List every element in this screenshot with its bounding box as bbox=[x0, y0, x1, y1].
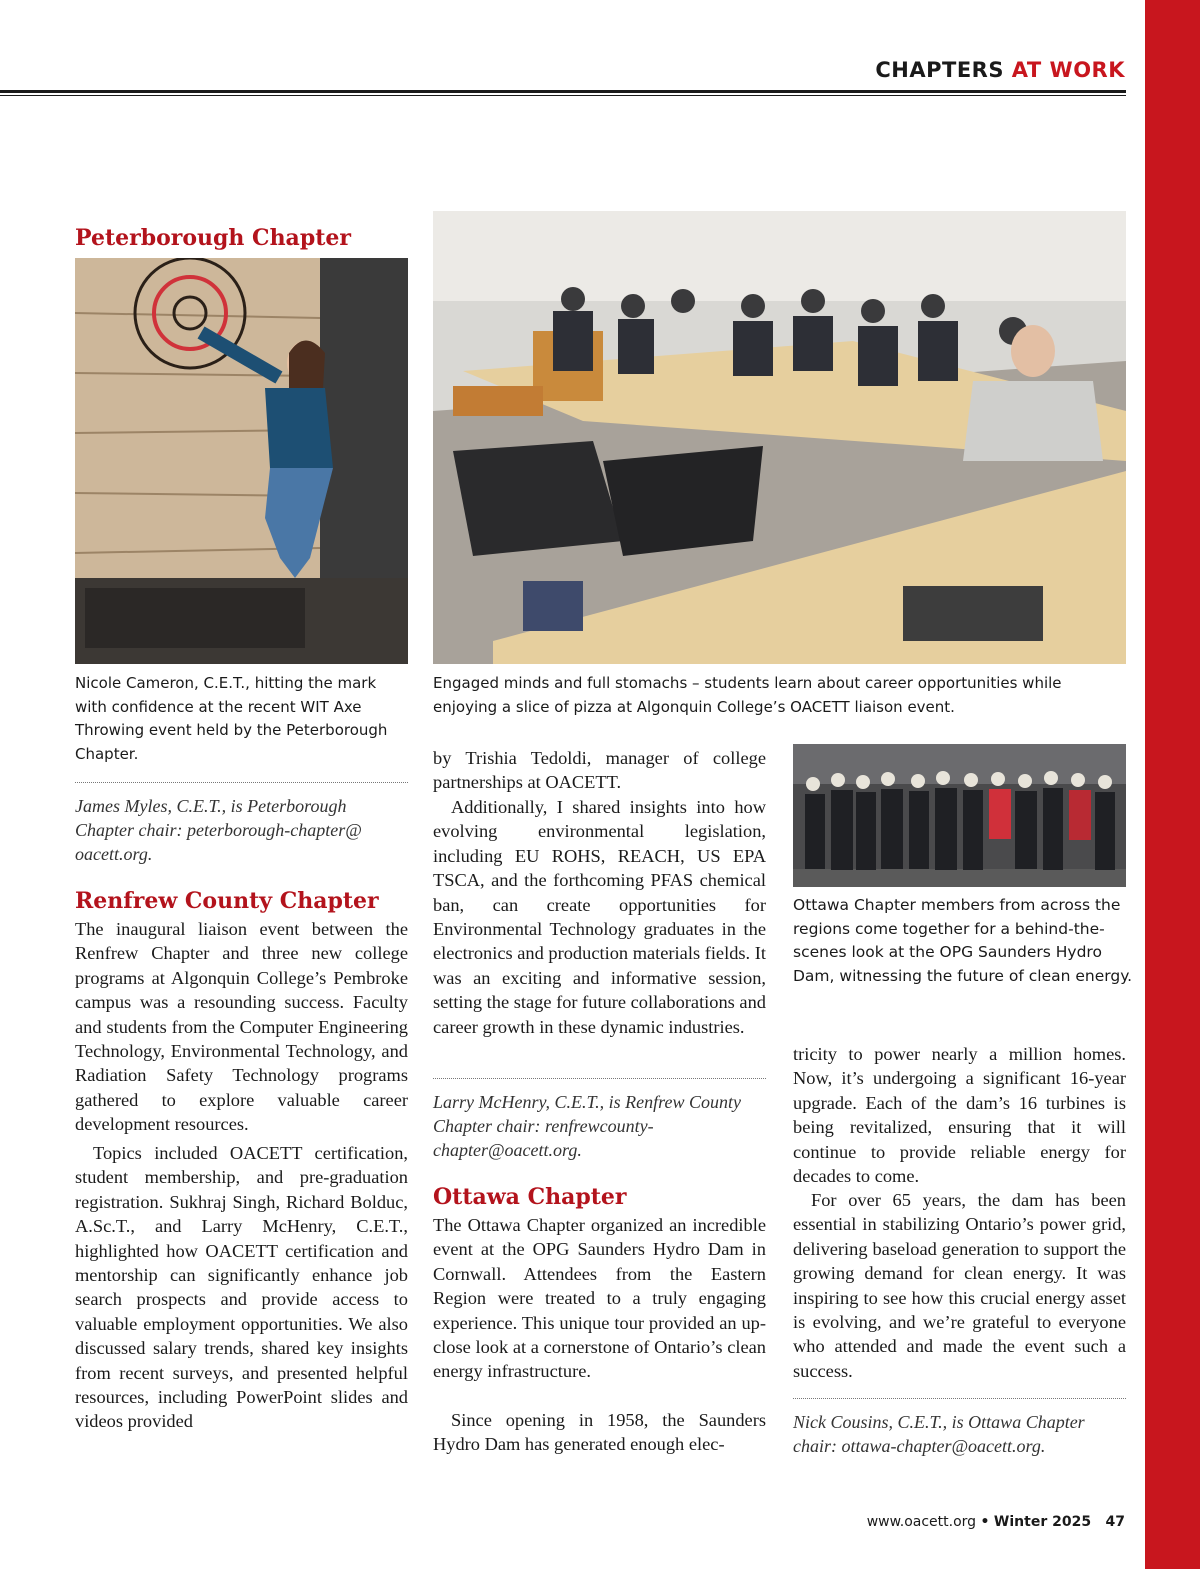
peterborough-photo-caption: Nicole Cameron, C.E.T., hitting the mark with confidence at the recent WIT Axe Throwing event held by the Peterborough Chapter. bbox=[75, 674, 388, 763]
header-section: CHAPTERS bbox=[875, 58, 1004, 82]
classroom-photo bbox=[433, 211, 1126, 664]
page-footer bbox=[867, 1514, 1125, 1530]
footer-url: www.oacett.org bbox=[866, 1514, 977, 1530]
axe-throwing-photo bbox=[75, 258, 408, 664]
renfrew-paragraph-1: The inaugural liaison event between the Renfrew Chapter and three new college programs at Algonquin College’s Pembroke campus was a resounding success. Faculty and students from the Computer Engineering Technology, Environmental Technology, and Radiation Safety Technology programs gathered to explore valuable career development resources. bbox=[75, 919, 408, 1135]
bio-divider bbox=[75, 782, 408, 783]
header-rule bbox=[0, 90, 1126, 93]
ottawa-paragraph-2: Since opening in 1958, the Saunders Hydro Dam has generated enough elec- bbox=[433, 1410, 766, 1455]
dam-photo-caption: Ottawa Chapter members from across the regions come together for a behind-the-scenes look at the OPG Saunders Hydro Dam, witnessing the future of clean energy. bbox=[793, 896, 1133, 985]
header-rule-thin bbox=[0, 95, 1126, 96]
renfrew-bio: Larry McHenry, C.E.T., is Renfrew County Chapter chair: renfrewcounty-chapter@oacett.org. bbox=[433, 1092, 741, 1160]
ottawa-paragraph-3: For over 65 years, the dam has been essential in stabilizing Ontario’s power grid, delivering baseload generation to support the growing demand for clean energy. It was inspiring to see how this crucial energy asset is evolving, and we’re grateful to everyone who attended and made the event such a success. bbox=[793, 1190, 1126, 1381]
footer-bullet: • bbox=[980, 1514, 990, 1530]
ottawa-bio: Nick Cousins, C.E.T., is Ottawa Chapter chair: ottawa-chapter@oacett.org. bbox=[793, 1412, 1085, 1456]
ottawa-paragraph-1: The Ottawa Chapter organized an incredible event at the OPG Saunders Hydro Dam in Cornwall. Attendees from the Eastern Region were treated to a truly engaging experience. This unique tour provided an up-close look at a cornerstone of Ontario’s clean energy infrastructure. bbox=[433, 1215, 766, 1382]
header-accent: AT WORK bbox=[1011, 58, 1125, 82]
page-number: 47 bbox=[1105, 1514, 1125, 1530]
section-header bbox=[875, 58, 1125, 82]
ottawa-heading: Ottawa Chapter bbox=[433, 1184, 627, 1210]
renfrew-paragraph-3: Additionally, I shared insights into how evolving environmental legislation, including EU ROHS, REACH, US EPA TSCA, and the forthcoming PFAS chemical ban, can create opportunities for Environmental Technology graduates in the electronics and production materials fields. It was an exciting and informative session, setting the stage for future collaborations and career growth in these dynamic industries. bbox=[433, 797, 766, 1037]
dam-group-photo bbox=[793, 744, 1126, 887]
peterborough-heading: Peterborough Chapter bbox=[75, 225, 351, 251]
classroom-photo-caption: Engaged minds and full stomachs – students learn about career opportunities while enjoying a slice of pizza at Algonquin College’s OACETT liaison event. bbox=[433, 674, 1062, 716]
bio-divider bbox=[433, 1078, 766, 1079]
peterborough-bio: James Myles, C.E.T., is Peterborough Chapter chair: peterborough-chapter@ oacett.org. bbox=[75, 796, 362, 864]
renfrew-heading: Renfrew County Chapter bbox=[75, 888, 379, 914]
footer-issue: Winter 2025 bbox=[993, 1514, 1092, 1530]
renfrew-paragraph-2-continued: by Trishia Tedoldi, manager of college partnerships at OACETT. bbox=[433, 748, 766, 793]
renfrew-paragraph-2: Topics included OACETT certification, student membership, and pre-graduation registration. Sukhraj Singh, Richard Bolduc, A.Sc.T., and Larry McHenry, C.E.T., highlighted how OACETT certification and mentorship can significantly enhance job search prospects and provide access to valuable employment opportunities. We also discussed salary trends, shared key insights from recent surveys, and presented helpful resources, including PowerPoint slides and videos provided bbox=[75, 1143, 408, 1432]
bio-divider bbox=[793, 1398, 1126, 1399]
side-color-bar bbox=[1145, 0, 1200, 1569]
ottawa-paragraph-2-continued: tricity to power nearly a million homes. Now, it’s undergoing a significant 16-year upgrade. Each of the dam’s 16 turbines is being revitalized, ensuring that it will continue to provide reliable energy for decades to come. bbox=[793, 1044, 1126, 1187]
